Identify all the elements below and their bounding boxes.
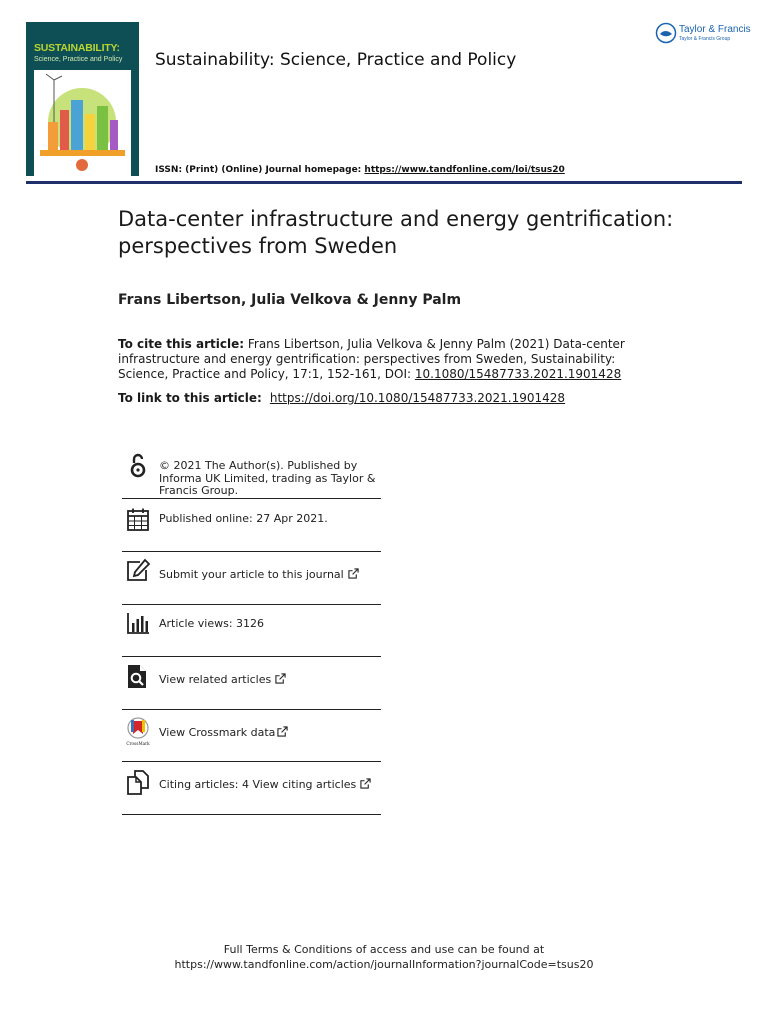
calendar-icon — [126, 507, 150, 533]
crossmark-icon — [126, 717, 150, 747]
submit-label: Submit your article to this journal — [159, 568, 344, 581]
cover-subtitle: Science, Practice and Policy — [34, 56, 123, 63]
external-link-icon — [275, 673, 286, 684]
article-title: Data-center infrastructure and energy gentrification: perspectives from Sweden — [118, 207, 674, 258]
header-divider — [26, 181, 742, 184]
journal-cover-image — [26, 22, 139, 176]
open-access-icon — [126, 453, 150, 479]
publisher-logo — [655, 22, 755, 48]
publisher-name: Taylor & Francis — [679, 24, 751, 35]
cite-label: To cite this article: — [118, 337, 245, 351]
publisher-logo-icon — [655, 22, 677, 44]
doi-link[interactable]: 10.1080/15487733.2021.1901428 — [414, 367, 622, 381]
published-row — [122, 499, 381, 552]
divider — [122, 814, 381, 815]
cover-title: SUSTAINABILITY: — [34, 42, 120, 54]
view-citing-articles-link[interactable] — [159, 778, 383, 792]
footer-terms-url[interactable]: https://www.tandfonline.com/action/journalInformation?journalCode=tsus20 — [174, 958, 594, 971]
citing-documents-icon — [126, 770, 150, 796]
submit-article-link[interactable] — [159, 568, 383, 582]
publisher-sub: Taylor & Francis Group — [679, 36, 731, 42]
article-link-block — [118, 391, 648, 406]
link-label: To link to this article: — [118, 391, 267, 405]
search-document-icon — [126, 664, 150, 690]
crossmark-row[interactable] — [122, 710, 381, 762]
view-related-articles-link[interactable] — [159, 673, 383, 687]
published-date: Published online: 27 Apr 2021. — [159, 512, 328, 525]
external-link-icon — [348, 568, 359, 579]
cite-text: Frans Libertson, Julia Velkova & Jenny Palm (2021) Data-center infrastructure and energy gentrification: perspectives from Sweden, Sustainability: Science, Practice and Policy, 17:1, 152-161, DOI: — [118, 337, 625, 381]
bar-chart-icon — [126, 611, 150, 637]
crossmark-logo-text: CrossMark — [126, 741, 150, 746]
external-link-icon — [360, 778, 371, 789]
citation-block — [118, 337, 648, 382]
copyright-row — [122, 453, 381, 499]
journal-title: Sustainability: Science, Practice and Policy — [155, 50, 517, 70]
journal-homepage-link[interactable]: https://www.tandfonline.com/loi/tsus20 — [364, 165, 565, 175]
issn-homepage-line — [155, 165, 565, 175]
related-label: View related articles — [159, 673, 272, 686]
article-authors: Frans Libertson, Julia Velkova & Jenny Palm — [118, 292, 462, 308]
views-row — [122, 605, 381, 657]
issn-label: ISSN: (Print) (Online) Journal homepage: — [155, 165, 365, 175]
citing-row[interactable] — [122, 762, 381, 815]
view-crossmark-link[interactable] — [159, 726, 383, 740]
crossmark-label: View Crossmark data — [159, 726, 276, 739]
article-doi-url[interactable]: https://doi.org/10.1080/15487733.2021.1901428 — [269, 391, 566, 405]
copyright-text: © 2021 The Author(s). Published by Informa UK Limited, trading as Taylor & Francis Group. — [159, 459, 376, 497]
cover-illustration — [34, 70, 131, 176]
footer-terms — [0, 942, 768, 972]
submit-row[interactable] — [122, 552, 381, 605]
external-link-icon — [277, 726, 288, 737]
footer-line-1: Full Terms & Conditions of access and use can be found at — [223, 943, 545, 956]
edit-icon — [126, 558, 150, 584]
citing-label: Citing articles: 4 View citing articles — [159, 778, 357, 791]
related-row[interactable] — [122, 657, 381, 710]
article-views: Article views: 3126 — [159, 617, 265, 630]
